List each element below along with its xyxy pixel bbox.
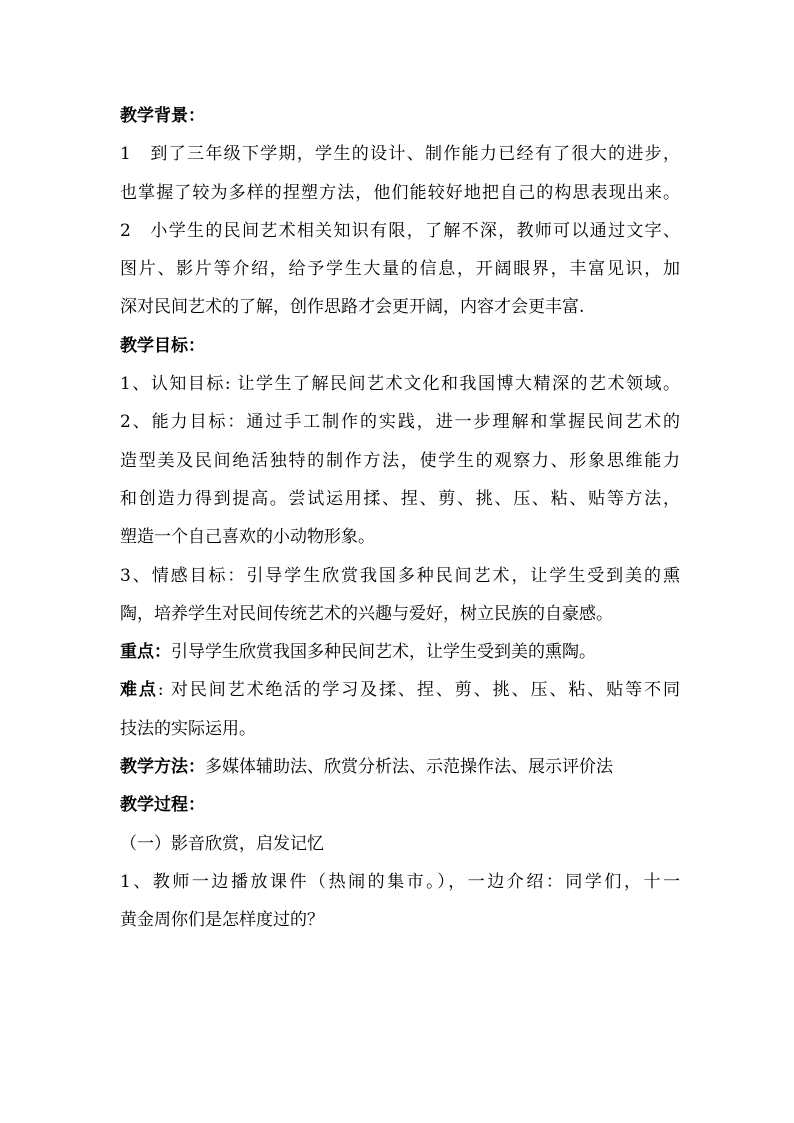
teaching-goals-heading: 教学目标： — [120, 335, 205, 356]
teaching-process-heading: 教学过程： — [120, 795, 205, 816]
teaching-methods — [120, 757, 680, 777]
difficulty-label: 难点 — [120, 680, 158, 701]
difficulty-point-line-2: 技法的实际运用。 — [120, 718, 256, 739]
key-point — [120, 642, 680, 662]
goal-ability-line-1: 2、能力目标：通过手工制作的实践，进一步理解和掌握民间艺术的 — [120, 412, 680, 433]
goal-cognitive: 1、认知目标: 让学生了解民间艺术文化和我国博大精深的艺术领域。 — [120, 374, 680, 395]
key-point-label: 重点： — [120, 642, 171, 663]
teaching-methods-text: 多媒体辅助法、欣赏分析法、示范操作法、展示评价法 — [205, 757, 613, 778]
background-paragraph-1-line-1: 1 到了三年级下学期，学生的设计、制作能力已经有了很大的进步， — [120, 144, 680, 165]
background-paragraph-2-line-3: 深对民间艺术的了解，创作思路才会更开阔，内容才会更丰富. — [120, 297, 585, 318]
step-1-line-2: 黄金周你们是怎样度过的？ — [120, 910, 324, 931]
difficulty-text-line-1: : 对民间艺术绝活的学习及揉、捏、剪、挑、压、粘、贴等不同 — [157, 680, 680, 701]
goal-ability-line-3: 和创造力得到提高。尝试运用揉、捏、剪、挑、压、粘、贴等方法， — [120, 488, 680, 509]
section-1-title: （一）影音欣赏，启发记忆 — [120, 833, 324, 854]
goal-emotion-line-1: 3、情感目标：引导学生欣赏我国多种民间艺术，让学生受到美的熏 — [120, 565, 680, 586]
background-paragraph-2-line-2: 图片、影片等介绍，给予学生大量的信息，开阔眼界，丰富见识，加 — [120, 259, 680, 280]
teaching-background-heading: 教学背景： — [120, 106, 205, 126]
background-paragraph-2-line-1: 2 小学生的民间艺术相关知识有限，了解不深，教师可以通过文字、 — [120, 220, 680, 241]
difficulty-point-line-1 — [120, 680, 680, 700]
goal-emotion-line-2: 陶，培养学生对民间传统艺术的兴趣与爱好，树立民族的自豪感。 — [120, 603, 613, 624]
key-point-text: 引导学生欣赏我国多种民间艺术，让学生受到美的熏陶。 — [171, 642, 596, 663]
goal-ability-line-2: 造型美及民间绝活独特的制作方法，使学生的观察力、形象思维能力 — [120, 450, 680, 471]
teaching-methods-label: 教学方法： — [120, 757, 205, 778]
background-paragraph-1-line-2: 也掌握了较为多样的捏塑方法，他们能较好地把自己的构思表现出来。 — [120, 182, 680, 203]
goal-ability-line-4: 塑造一个自己喜欢的小动物形象。 — [120, 527, 375, 548]
step-1-line-1: 1、教师一边播放课件（热闹的集市。），一边介绍：同学们，十一 — [120, 871, 680, 892]
document-page — [120, 106, 680, 949]
